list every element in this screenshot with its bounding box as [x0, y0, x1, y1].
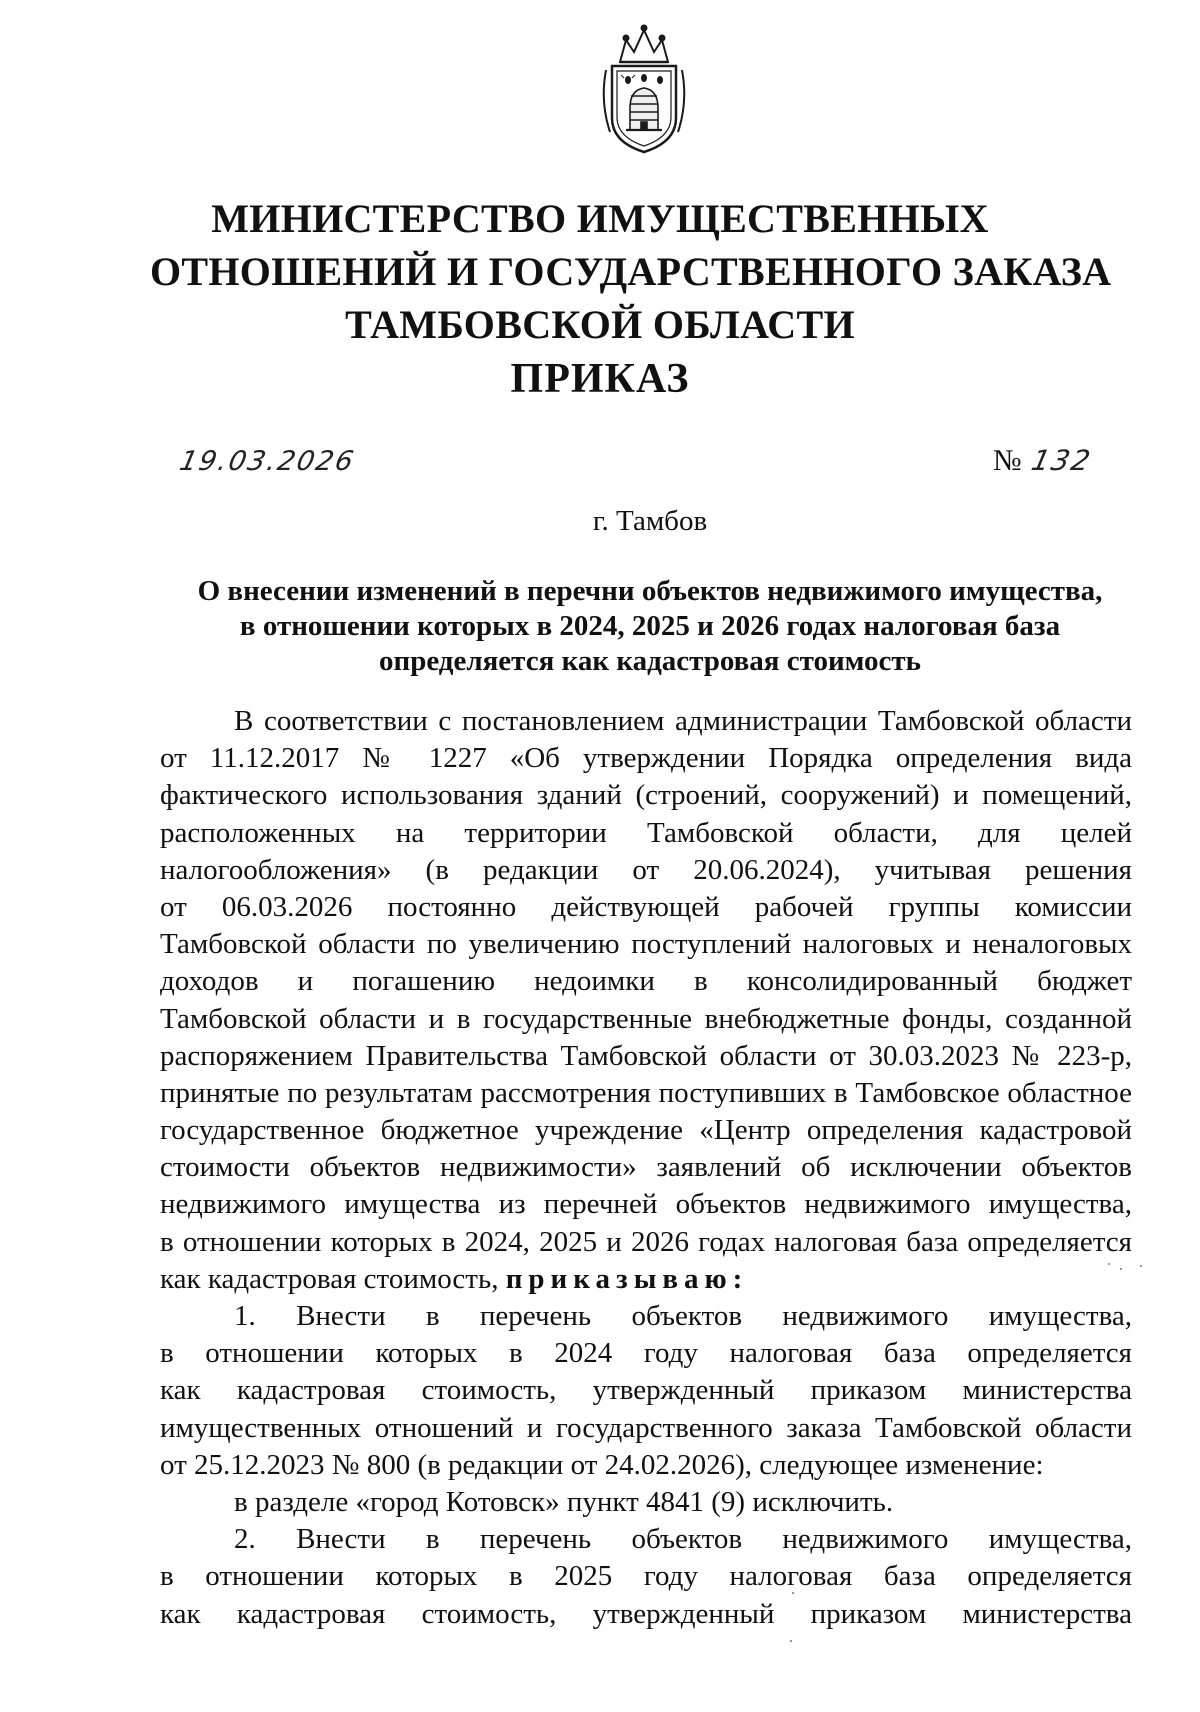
body-line: Тамбовской области и в государственные внебюджетные фонды, созданной	[160, 1002, 1132, 1035]
item-2-line: в отношении которых в 2025 году налоговая база определяется	[160, 1560, 1132, 1593]
subject-line: в отношении которых в 2024, 2025 и 2026 годах налоговая база	[239, 610, 1061, 642]
subject-line: О внесении изменений в перечни объектов недвижимого имущества,	[197, 575, 1103, 607]
item-2-line: 2. Внести в перечень объектов недвижимого имущества,	[234, 1523, 1132, 1556]
body-line: Тамбовской области по увеличению поступлений налоговых и неналоговых	[160, 928, 1132, 961]
item-1-line: имущественных отношений и государственного заказа Тамбовской области	[160, 1411, 1132, 1444]
body-closing-text: как кадастровая стоимость,	[160, 1262, 499, 1295]
body-line: налогообложения» (в редакции от 20.06.2024), учитывая решения	[160, 853, 1132, 886]
ministry-name-line: ОТНОШЕНИЙ И ГОСУДАРСТВЕННОГО ЗАКАЗА	[150, 249, 1112, 294]
body-line: доходов и погашению недоимки в консолидированный бюджет	[160, 965, 1132, 998]
item-1-line: 1. Внести в перечень объектов недвижимого имущества,	[234, 1300, 1132, 1332]
item-1-action: в разделе «город Котовск» пункт 4841 (9) исключить.	[234, 1485, 894, 1518]
order-number	[993, 444, 1095, 478]
item-1-line: как кадастровая стоимость, утвержденный приказом министерства	[160, 1374, 1132, 1407]
ministry-name	[150, 192, 1112, 351]
body-line: принятые по результатам рассмотрения поступивших в Тамбовское областное	[160, 1076, 1132, 1109]
item-1-line: от 25.12.2023 № 800 (в редакции от 24.02.2026), следующее изменение:	[160, 1448, 1044, 1481]
order-body	[160, 703, 1132, 1633]
body-line: недвижимого имущества из перечней объектов недвижимого имущества,	[160, 1188, 1132, 1221]
body-line: в отношении которых в 2024, 2025 и 2026 годах налоговая база определяется	[160, 1225, 1132, 1258]
body-closing-line	[160, 1261, 1132, 1298]
order-keyword: приказываю:	[505, 1262, 749, 1295]
handwritten-order-date: 19.03.2026	[176, 446, 358, 477]
subject-line: определяется как кадастровая стоимость	[378, 645, 922, 677]
coat-of-arms-icon	[596, 22, 692, 156]
body-line: расположенных на территории Тамбовской области, для целей	[160, 816, 1132, 849]
ministry-name-line: ТАМБОВСКОЙ ОБЛАСТИ	[345, 302, 855, 347]
body-line: фактического использования зданий (строений, сооружений) и помещений,	[160, 779, 1132, 812]
body-line: от 06.03.2026 постоянно действующей рабочей группы комиссии	[160, 890, 1132, 923]
number-sign: №	[993, 444, 1022, 477]
body-line: распоряжением Правительства Тамбовской области от 30.03.2023 № 223-р,	[160, 1039, 1132, 1072]
item-1-line: в отношении которых в 2024 году налоговая база определяется	[160, 1337, 1132, 1370]
body-line: государственное бюджетное учреждение «Центр определения кадастровой	[160, 1114, 1132, 1147]
item-2-line: как кадастровая стоимость, утвержденный приказом министерства	[160, 1597, 1132, 1630]
issue-city: г. Тамбов	[592, 505, 708, 537]
ministry-name-line: МИНИСТЕРСТВО ИМУЩЕСТВЕННЫХ	[211, 196, 989, 241]
document-type-title: ПРИКАЗ	[510, 356, 690, 402]
order-subject	[150, 574, 1150, 679]
body-line: В соответствии с постановлением администрации Тамбовской области	[234, 705, 1132, 737]
handwritten-order-number: 132	[1028, 444, 1095, 477]
body-line: стоимости объектов недвижимости» заявлений об исключении объектов	[160, 1151, 1132, 1184]
body-line: от 11.12.2017 № 1227 «Об утверждении Порядка определения вида	[160, 742, 1132, 775]
